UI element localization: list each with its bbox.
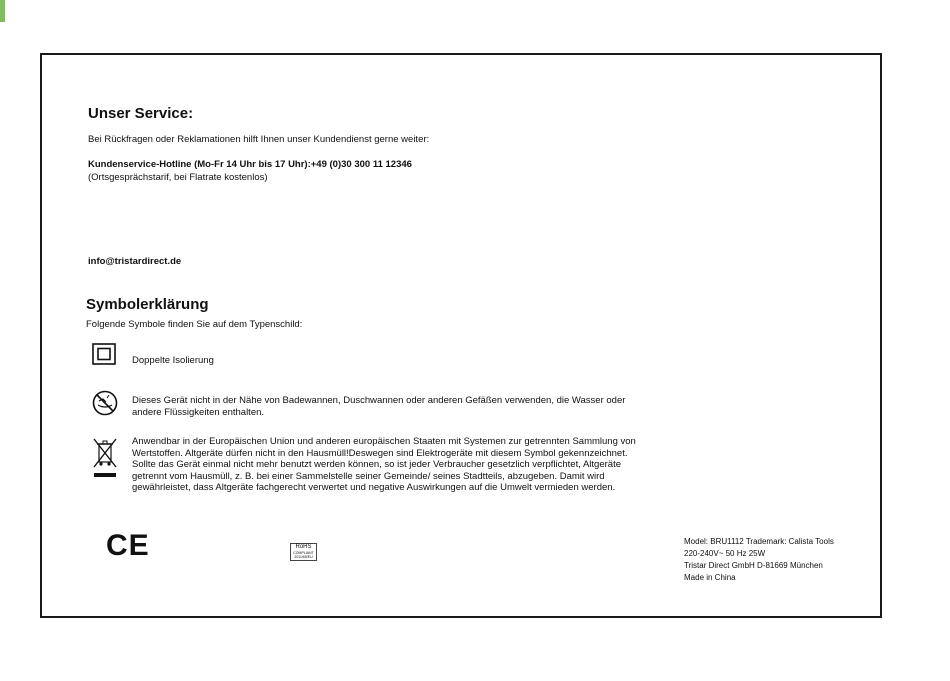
service-intro: Bei Rückfragen oder Reklamationen hilft Ihnen unser Kundendienst gerne weiter: bbox=[88, 134, 430, 145]
corner-mark bbox=[0, 0, 5, 22]
crossed-bin-icon bbox=[92, 437, 118, 486]
service-title: Unser Service: bbox=[88, 105, 194, 122]
symbol-text-weee: Anwendbar in der Europäischen Union und anderen europäischen Staaten mit Systemen zur getrennten Sammlung von Wertstoffen. Altgeräte dürfen nicht in den Hausmüll!Deswegen sind Elektrogeräte mit diesem Symbol gekennzeichnet. Sollte das Gerät einmal nicht mehr benutzt werden können, so ist jeder Verbraucher gesetzlich verpflichtet, Altgeräte getrennt vom Hausmüll, z. B. bei einer Sammelstelle seiner Gemeinde/ seines Stadtteils, abzugeben. Damit wird gewährleistet, dass Altgeräte fachgerecht verwertet und negative Auswirkungen auf die Umwelt vermieden werden. bbox=[132, 436, 636, 493]
symbols-intro: Folgende Symbole finden Sie auf dem Typenschild: bbox=[86, 319, 303, 330]
label-frame bbox=[40, 53, 882, 618]
symbol-text-double-insulation: Doppelte Isolierung bbox=[132, 355, 214, 366]
rating-power: 220-240V~ 50 Hz 25W bbox=[684, 549, 766, 558]
double-insulation-icon bbox=[92, 343, 116, 370]
rating-origin: Made in China bbox=[684, 573, 736, 582]
ce-mark: CE bbox=[106, 529, 150, 562]
symbol-text-no-water: Dieses Gerät nicht in der Nähe von Badewannen, Duschwannen oder anderen Gefäßen verwenden, die Wasser oder andere Flüssigkeiten enthalten. bbox=[132, 395, 626, 418]
rohs-sub2: 2011/65/EU bbox=[294, 555, 313, 559]
service-hotline: Kundenservice-Hotline (Mo-Fr 14 Uhr bis 17 Uhr):+49 (0)30 300 11 12346 bbox=[88, 159, 412, 170]
rating-model: Model: BRU1112 Trademark: Calista Tools bbox=[684, 537, 834, 546]
symbols-title: Symbolerklärung bbox=[86, 296, 209, 313]
rating-label bbox=[684, 536, 834, 584]
no-water-icon bbox=[92, 390, 118, 421]
rohs-mark bbox=[290, 543, 317, 561]
rohs-sub1: COMPLIANT bbox=[293, 551, 314, 555]
service-email[interactable]: info@tristardirect.de bbox=[88, 256, 182, 267]
rating-manufacturer: Tristar Direct GmbH D-81669 München bbox=[684, 561, 823, 570]
rohs-title: RoHS bbox=[295, 544, 312, 550]
service-tariff: (Ortsgesprächstarif, bei Flatrate kostenlos) bbox=[88, 172, 268, 183]
